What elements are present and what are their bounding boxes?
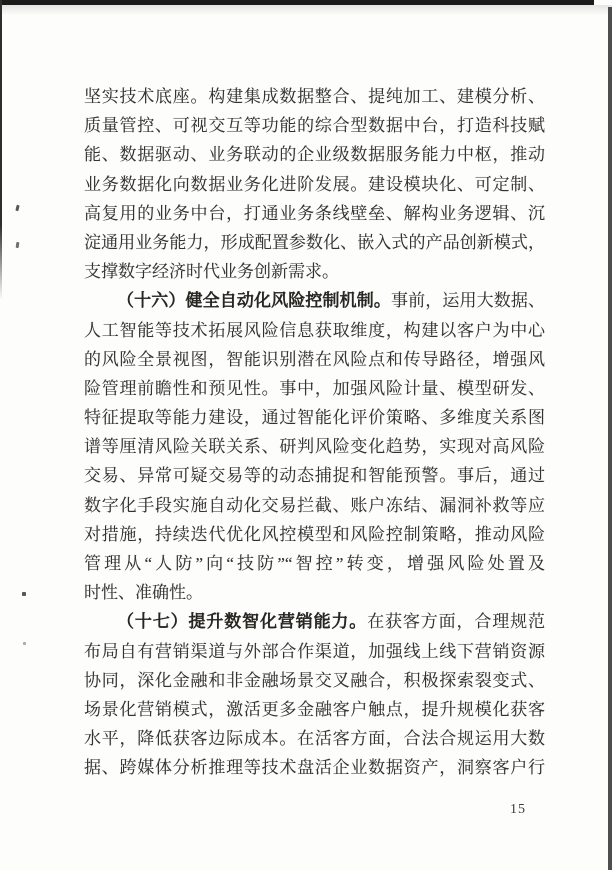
text-line: 险管理前瞻性和预见性。事中，加强风险计量、模型研发、	[84, 378, 545, 398]
text-line: 高复用的业务中台，打通业务条线壁垒、解构业务逻辑、沉	[84, 203, 545, 223]
text-line: 据、跨媒体分析推理等技术盘活企业数据资产，洞察客户行	[84, 758, 545, 778]
text-line: 淀通用业务能力，形成配置参数化、嵌入式的产品创新模式，	[84, 232, 545, 252]
text-line: 谱等厘清风险关联关系、研判风险变化趋势，实现对高风险	[84, 437, 545, 457]
text-line	[84, 607, 545, 636]
text-line: 时性、准确性。	[84, 583, 203, 603]
scan-right-edge	[608, 7, 612, 870]
text-line: 业务数据化向数据业务化进阶发展。建设模块化、可定制、	[84, 174, 545, 194]
section-17-heading: （十七）提升数智化营销能力。	[117, 612, 368, 632]
scan-top-shadow	[0, 5, 612, 15]
text-line: 支撑数字经济时代业务创新需求。	[84, 262, 339, 282]
text-line: 场景化营销模式，激活更多金融客户触点，提升规模化获客	[84, 699, 545, 719]
paragraph-section-16	[84, 286, 545, 607]
text-line: 质量管控、可视交互等功能的综合型数据中台，打造科技赋	[84, 116, 545, 136]
text-line: 交易、异常可疑交易等的动态捕捉和智能预警。事后，通过	[84, 466, 545, 486]
scan-speckle	[23, 642, 26, 645]
document-body	[84, 82, 545, 783]
paragraph-continuation	[84, 82, 545, 286]
text-line: 特征提取等能力建设，通过智能化评价策略、多维度关系图	[84, 408, 545, 428]
scan-speckle	[16, 242, 20, 248]
scan-left-edge	[0, 0, 2, 300]
scan-speckle	[22, 592, 26, 596]
section-17-lead-text: 在获客方面，合理规范	[367, 612, 545, 632]
paragraph-section-17	[84, 607, 545, 782]
text-line: 对措施，持续迭代优化风控模型和风险控制策略，推动风险	[84, 524, 545, 544]
text-line: 数字化手段实施自动化交易拦截、账户冻结、漏洞补救等应	[84, 495, 545, 515]
text-line: 协同，深化金融和非金融场景交叉融合，积极探索裂变式、	[84, 670, 545, 690]
section-16-heading: （十六）健全自动化风险控制机制。	[117, 291, 391, 311]
section-16-lead-text: 事前，运用大数据、	[391, 291, 545, 311]
text-line: 管理从“人防”向“技防”“智控”转变，增强风险处置及	[84, 554, 545, 573]
text-line: 能、数据驱动、业务联动的企业级数据服务能力中枢，推动	[84, 145, 545, 165]
text-line: 人工智能等技术拓展风险信息获取维度，构建以客户为中心	[84, 320, 545, 340]
text-line: 的风险全景视图，智能识别潜在风险点和传导路径，增强风	[84, 349, 545, 369]
scan-speckle	[15, 205, 19, 212]
text-line: 布局自有营销渠道与外部合作渠道，加强线上线下营销资源	[84, 641, 545, 661]
text-line: 水平，降低获客边际成本。在活客方面，合法合规运用大数	[84, 729, 545, 749]
text-line: 坚实技术底座。构建集成数据整合、提纯加工、建模分析、	[84, 87, 545, 106]
text-line	[84, 286, 545, 315]
page-number: 15	[510, 802, 526, 817]
